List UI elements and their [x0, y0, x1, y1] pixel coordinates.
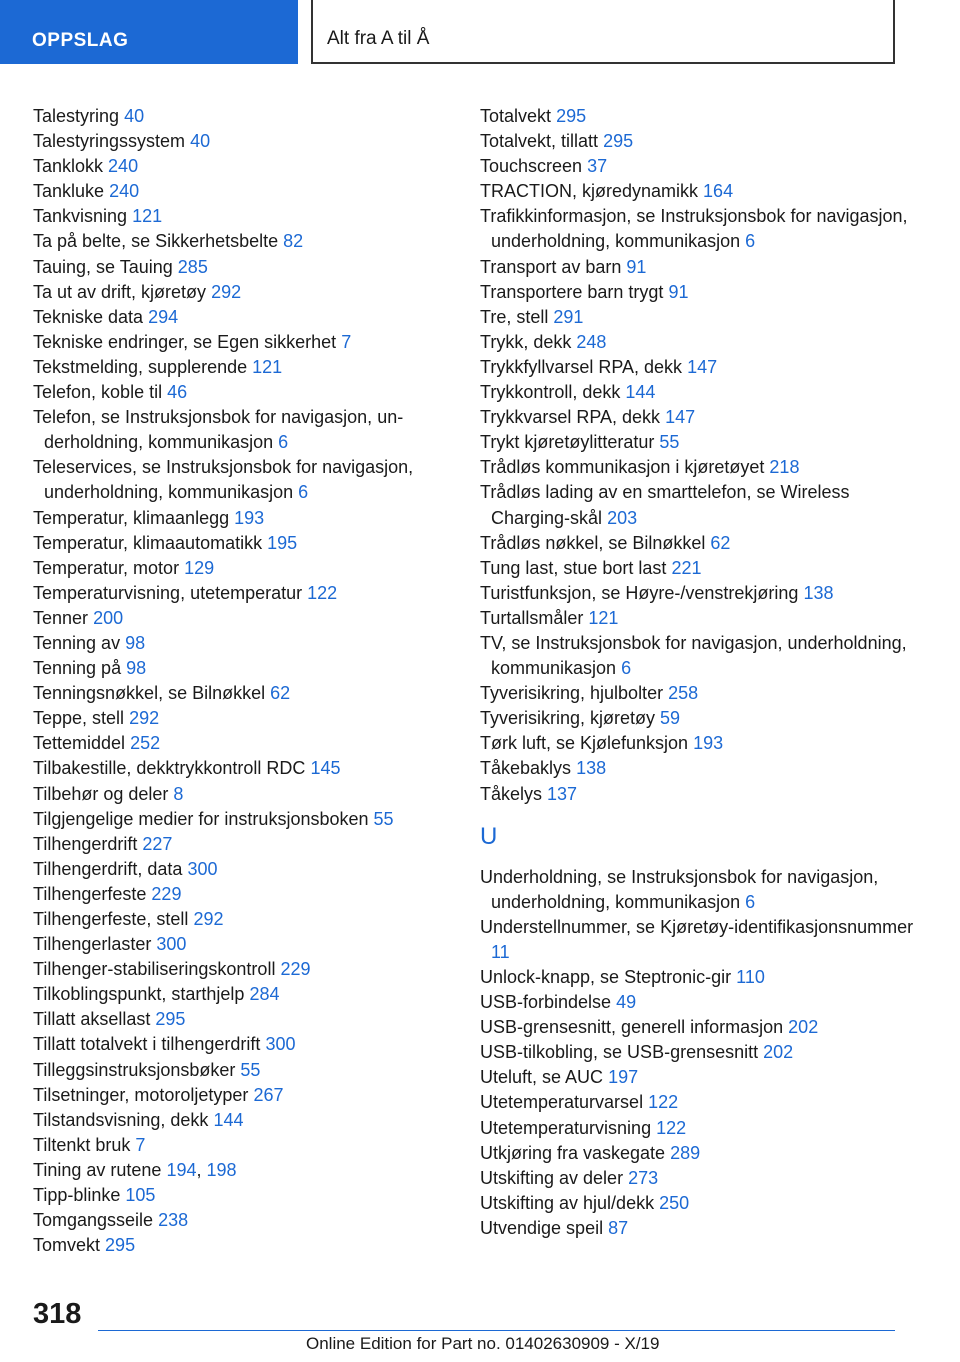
index-entry [33, 129, 443, 154]
index-entry-text: Trykt kjøretøylitteratur [480, 432, 655, 453]
page-reference-link[interactable]: 40 [190, 131, 211, 152]
page-reference-link[interactable]: 198 [206, 1159, 237, 1180]
index-entry [480, 556, 920, 581]
index-entry-text: Teleservices, se Instruksjonsbok for navigasjon, underholdning, kommunikasjon [33, 457, 414, 503]
page-reference-link[interactable]: 250 [659, 1192, 690, 1213]
index-entry-text: Tekniske endringer, se Egen sikkerhet [33, 331, 337, 352]
index-entry-text: Utkjøring fra vaskegate [480, 1142, 666, 1163]
index-entry-text: TRACTION, kjøredynamikk [480, 181, 699, 202]
page-reference-link[interactable]: 40 [124, 106, 145, 126]
index-entry-text: Tilleggsinstruksjonsbøker [33, 1059, 236, 1080]
index-entry-text: Totalvekt, tillatt [480, 131, 599, 152]
index-entry [33, 1233, 443, 1258]
page-reference-link[interactable]: 294 [148, 306, 179, 327]
index-entry-text: Turtallsmåler [480, 607, 584, 628]
page-reference-link[interactable]: 238 [158, 1210, 189, 1231]
index-entry-text: Tilhenger-stabiliseringskontroll [33, 959, 276, 980]
index-entry-text: Utetemperaturvisning [480, 1117, 652, 1138]
page-reference-link[interactable]: 289 [670, 1142, 701, 1163]
page-reference-link[interactable]: 229 [280, 959, 311, 980]
index-entry-text: Temperatur, klimaanlegg [33, 507, 230, 528]
index-entry-text: Tenner [33, 607, 89, 628]
index-entry-text: Teppe, stell [33, 708, 125, 729]
page-reference-link[interactable]: 6 [745, 231, 756, 252]
index-entry [480, 280, 920, 305]
index-entry [33, 154, 443, 179]
page-reference-link[interactable]: 300 [265, 1034, 296, 1055]
index-entry-text: Trådløs lading av en smarttelefon, se Wireless Charging-skål [480, 482, 850, 528]
index-entry-text: Trykkfyllvarsel RPA, dekk [480, 356, 683, 377]
index-entry-text: Transportere barn trygt [480, 281, 664, 302]
index-entry [480, 756, 920, 781]
index-entry-text: Unlock-knapp, se Steptronic-gir [480, 967, 732, 987]
index-entry [33, 832, 443, 857]
page-reference-link[interactable]: 295 [556, 106, 587, 126]
index-entry-text: Tining av rutene [33, 1159, 162, 1180]
page-reference-link[interactable]: 300 [156, 934, 187, 955]
index-entry-text: Tauing, se Tauing [33, 256, 173, 277]
page-reference-link[interactable]: 87 [608, 1217, 629, 1238]
index-entry-text: Ta ut av drift, kjøretøy [33, 281, 207, 302]
index-entry [33, 782, 443, 807]
index-entry-text: Tenning på [33, 658, 122, 679]
page-reference-link[interactable]: 292 [211, 281, 242, 302]
page-reference-link[interactable]: 240 [108, 156, 139, 177]
index-entry-text: Utskifting av deler [480, 1167, 624, 1188]
page-reference-link[interactable]: 6 [621, 658, 632, 679]
index-entry [480, 405, 920, 430]
page-reference-link[interactable]: 6 [745, 891, 756, 912]
index-entry [33, 556, 443, 581]
page-reference-link[interactable]: 273 [628, 1167, 659, 1188]
index-entry [33, 330, 443, 355]
index-entry-text: Tilgjengelige medier for instruksjonsboken [33, 808, 369, 829]
index-entry [480, 380, 920, 405]
index-entry-text: Tanklokk [33, 156, 104, 177]
page-reference-link[interactable]: 218 [769, 457, 800, 478]
index-entry-text: Touchscreen [480, 156, 583, 177]
index-entry-text: Tyverisikring, kjøretøy [480, 708, 656, 729]
index-entry-text: Tettemiddel [33, 733, 126, 754]
page-reference-link[interactable]: 6 [298, 482, 309, 503]
index-entry [33, 882, 443, 907]
index-entry-text: TV, se Instruksjonsbok for navigasjon, underholdning, kommunikasjon [480, 632, 907, 679]
page-reference-link[interactable]: 147 [665, 407, 696, 428]
index-entry [33, 1083, 443, 1108]
section-tab: OPPSLAG [0, 0, 298, 64]
index-entry [480, 990, 920, 1015]
page-reference-link[interactable]: 295 [603, 131, 634, 152]
index-entry [33, 907, 443, 932]
index-entry-text: Temperatur, klimaautomatikk [33, 532, 263, 553]
page-reference-link[interactable]: 252 [130, 733, 161, 754]
index-entry [33, 455, 443, 505]
page-reference-link[interactable]: 129 [184, 557, 215, 578]
index-entry-text: Trykkontroll, dekk [480, 382, 621, 403]
index-entry [33, 1032, 443, 1057]
page-reference-link[interactable]: 11 [491, 941, 510, 962]
index-entry [33, 355, 443, 380]
index-entry-text: Trådløs nøkkel, se Bilnøkkel [480, 532, 706, 553]
index-entry [33, 857, 443, 882]
index-entry [33, 982, 443, 1007]
page-reference-link[interactable]: 195 [267, 532, 298, 553]
index-entry [480, 1116, 920, 1141]
index-entry-text: Tyverisikring, hjulbolter [480, 683, 664, 704]
index-entry-text: Trafikkinformasjon, se Instruksjonsbok for navigasjon, underholdning, kommunikasjon [480, 206, 908, 252]
page-reference-link[interactable]: 202 [788, 1017, 819, 1038]
index-entry-text: Tenning av [33, 632, 121, 653]
index-entry [480, 255, 920, 280]
index-entry-text: Trykk, dekk [480, 331, 572, 352]
index-entry-text: Transport av barn [480, 256, 622, 277]
page-reference-link[interactable]: 227 [142, 833, 173, 854]
index-entry-text: Tankvisning [33, 206, 128, 227]
page-reference-link[interactable]: 295 [155, 1009, 186, 1030]
page-reference-link[interactable]: 82 [283, 231, 304, 252]
index-entry [480, 915, 920, 965]
page-reference-link[interactable]: 291 [553, 306, 584, 327]
index-entry-text: Utvendige speil [480, 1217, 604, 1238]
index-entry [33, 1183, 443, 1208]
index-entry [33, 380, 443, 405]
index-entry [480, 154, 920, 179]
index-entry [480, 1166, 920, 1191]
index-entry [480, 179, 920, 204]
page-reference-link[interactable]: 7 [341, 331, 352, 352]
page-reference-link[interactable]: 55 [240, 1059, 261, 1080]
index-entry [480, 1216, 920, 1241]
index-entry-text: Tillatt aksellast [33, 1009, 151, 1030]
index-group-u [480, 865, 920, 1241]
page-reference-link[interactable]: 98 [126, 658, 147, 679]
index-entry-text: Tilhengerfeste, stell [33, 909, 189, 929]
index-entry [480, 204, 920, 254]
index-entry-text: Tilsetninger, motoroljetyper [33, 1084, 249, 1105]
index-entry [33, 932, 443, 957]
index-entry [480, 1065, 920, 1090]
index-entry [480, 581, 920, 606]
index-entry [33, 1108, 443, 1133]
index-entry-text: Tåkebaklys [480, 758, 572, 779]
index-entry [33, 179, 443, 204]
index-entry [480, 1191, 920, 1216]
page-reference-link[interactable]: 46 [167, 382, 188, 403]
index-entry-text: Tilhengerlaster [33, 934, 152, 955]
page-reference-link[interactable]: 258 [668, 683, 699, 704]
page-reference-link[interactable]: 91 [668, 281, 689, 302]
index-entry-text: Tilbehør og deler [33, 783, 169, 804]
index-entry [33, 706, 443, 731]
index-entry-text: Telefon, se Instruksjonsbok for navigasjon, underholdning, kommunikasjon [33, 407, 404, 453]
page-reference-link[interactable]: 193 [234, 507, 265, 528]
index-entry [480, 865, 920, 915]
page-reference-link[interactable]: 8 [173, 783, 184, 804]
index-entry [33, 756, 443, 781]
index-entry-text: Tilstandsvisning, dekk [33, 1109, 209, 1130]
page-reference-link[interactable]: 203 [607, 507, 638, 528]
index-entry [480, 965, 920, 990]
index-entry-text: Turistfunksjon, se Høyre-/venstrekjøring [480, 582, 799, 603]
index-entry-text: Tipp-blinke [33, 1185, 121, 1206]
index-entry [33, 1007, 443, 1032]
section-letter-u: U [480, 822, 498, 850]
index-entry [480, 731, 920, 756]
index-column-right [480, 104, 920, 1241]
index-entry-text: Tilhengerfeste [33, 883, 147, 904]
footer-divider [98, 1330, 895, 1331]
index-entry [480, 782, 920, 807]
index-entry-text: Tilhengerdrift, data [33, 858, 183, 879]
page-reference-link[interactable]: 6 [278, 432, 289, 453]
index-entry [33, 581, 443, 606]
index-entry [480, 1015, 920, 1040]
page-reference-link[interactable]: 59 [660, 708, 681, 729]
page-reference-link[interactable]: 138 [576, 758, 607, 779]
page-reference-link[interactable]: 292 [129, 708, 160, 729]
index-entry [33, 204, 443, 229]
index-entry-text: Tomgangsseile [33, 1210, 154, 1231]
index-entry [33, 1133, 443, 1158]
index-entry-text: Totalvekt [480, 106, 552, 126]
index-entry [33, 631, 443, 656]
page-reference-link[interactable]: 98 [125, 632, 146, 653]
index-entry [33, 656, 443, 681]
page-reference-link[interactable]: 285 [177, 256, 208, 277]
index-entry [33, 681, 443, 706]
index-entry-text: Tankluke [33, 181, 105, 202]
page-reference-link[interactable]: 55 [373, 808, 394, 829]
index-entry [480, 706, 920, 731]
page-reference-link[interactable]: 91 [626, 256, 647, 277]
page-reference-link[interactable]: 122 [656, 1117, 687, 1138]
index-entry-text: Tørk luft, se Kjølefunksjon [480, 733, 689, 754]
index-entry-text: Utskifting av hjul/dekk [480, 1192, 655, 1213]
page-reference-link[interactable]: 121 [252, 356, 283, 377]
index-entry [33, 1058, 443, 1083]
index-entry [480, 330, 920, 355]
index-entry [480, 430, 920, 455]
index-entry [480, 480, 920, 530]
page-reference-link[interactable]: 62 [270, 683, 291, 704]
index-entry-text: Tilbakestille, dekktrykkontroll RDC [33, 758, 306, 779]
index-entry [33, 606, 443, 631]
index-entry [480, 129, 920, 154]
index-entry [480, 1141, 920, 1166]
page-reference-link[interactable]: 221 [671, 557, 702, 578]
page-reference-link[interactable]: 164 [703, 181, 734, 202]
index-entry [33, 531, 443, 556]
page-reference-link[interactable]: 200 [93, 607, 124, 628]
index-entry-text: Trådløs kommunikasjon i kjøretøyet [480, 457, 765, 478]
page-reference-link[interactable]: 145 [310, 758, 341, 779]
index-entry-text: USB-tilkobling, se USB-grensesnitt [480, 1042, 759, 1063]
index-entry: Tining av rutene 194, 198 [33, 1159, 237, 1180]
index-entry-text: Talestyring [33, 106, 120, 126]
index-entry [33, 957, 443, 982]
chapter-title-box [311, 0, 895, 64]
index-entry-text: Understellnummer, se Kjøretøy-identifikasjonsnummer [480, 916, 914, 937]
page-reference-link[interactable]: 240 [109, 181, 140, 202]
index-entry-text: Uteluft, se AUC [480, 1067, 604, 1088]
index-entry-text: Ta på belte, se Sikkerhetsbelte [33, 231, 279, 252]
index-entry-text: Tekstmelding, supplerende [33, 356, 248, 377]
page-reference-link[interactable]: 229 [151, 883, 182, 904]
edition-note: Online Edition for Part no. 01402630909 - X/19 [306, 1334, 660, 1353]
page-reference-link[interactable]: 197 [608, 1067, 639, 1088]
index-entry-text: Tilkoblingspunkt, starthjelp [33, 984, 245, 1005]
index-entry-text: Temperatur, motor [33, 557, 180, 578]
chapter-title: Alt fra A til Å [327, 28, 430, 49]
index-entry [33, 255, 443, 280]
page-number: 318 [33, 1298, 82, 1330]
index-entry [33, 229, 443, 254]
page-reference-link[interactable]: 62 [710, 532, 731, 553]
page-reference-link[interactable]: 122 [648, 1092, 679, 1113]
page-reference-link[interactable]: 37 [587, 156, 608, 177]
index-entry [33, 1208, 443, 1233]
index-entry [480, 681, 920, 706]
index-entry-text: Talestyringssystem [33, 131, 186, 152]
index-entry-text: Tåkelys [480, 783, 543, 804]
index-entry [33, 280, 443, 305]
index-entry [480, 631, 920, 681]
page-reference-link[interactable]: 110 [736, 967, 765, 987]
index-entry-text: USB-forbindelse [480, 992, 612, 1013]
index-entry-text: Tre, stell [480, 306, 549, 327]
index-entry-text: Tillatt totalvekt i tilhengerdrift [33, 1034, 261, 1055]
index-entry-text: Tenningsnøkkel, se Bilnøkkel [33, 683, 266, 704]
page-reference-link[interactable]: 138 [803, 582, 834, 603]
index-entry [480, 455, 920, 480]
page-reference-link[interactable]: 194 [166, 1159, 197, 1180]
page-reference-link[interactable]: 202 [763, 1042, 794, 1063]
page-reference-link[interactable]: 105 [125, 1185, 156, 1206]
index-entry [480, 104, 920, 129]
page-reference-link[interactable]: 267 [253, 1084, 284, 1105]
page-reference-link[interactable]: 55 [659, 432, 680, 453]
index-entry-text: Underholdning, se Instruksjonsbok for navigasjon, underholdning, kommunikasjon [480, 866, 879, 912]
index-entry [480, 1090, 920, 1115]
index-entry-text: USB-grensesnitt, generell informasjon [480, 1017, 784, 1038]
index-entry-text: Tomvekt [33, 1235, 101, 1256]
index-entry [33, 305, 443, 330]
page-reference-link[interactable]: 295 [105, 1235, 136, 1256]
page-reference-link[interactable]: 7 [135, 1134, 146, 1155]
page-reference-link[interactable]: 284 [249, 984, 280, 1005]
index-entry-text: Tung last, stue bort last [480, 557, 667, 578]
page-reference-link[interactable]: 300 [187, 858, 218, 879]
page-reference-link[interactable]: 147 [687, 356, 718, 377]
page-reference-link[interactable]: 144 [213, 1109, 244, 1130]
page-reference-link[interactable]: 248 [576, 331, 607, 352]
index-entry [33, 807, 443, 832]
index-entry [480, 305, 920, 330]
page-reference-link[interactable]: 292 [193, 909, 224, 929]
index-column-left [33, 104, 443, 1258]
index-entry-text: Tilhengerdrift [33, 833, 138, 854]
index-entry-text: Telefon, koble til [33, 382, 163, 403]
index-entry-text: Utetemperaturvarsel [480, 1092, 644, 1113]
page-reference-link[interactable]: 49 [616, 992, 637, 1013]
page-reference-link[interactable]: 144 [625, 382, 656, 403]
page-reference-link[interactable]: 121 [588, 607, 619, 628]
index-entry-text: Tekniske data [33, 306, 144, 327]
page-reference-link[interactable]: 137 [547, 783, 578, 804]
index-entry [33, 506, 443, 531]
index-entry [480, 606, 920, 631]
index-entry [480, 1040, 920, 1065]
index-entry-text: Temperaturvisning, utetemperatur [33, 582, 303, 603]
index-entry [33, 731, 443, 756]
index-entry-text: Trykkvarsel RPA, dekk [480, 407, 661, 428]
index-entry [480, 531, 920, 556]
index-group-t [480, 104, 920, 807]
index-entry [33, 405, 443, 455]
page-reference-link[interactable]: 193 [693, 733, 724, 754]
page-reference-link[interactable]: 122 [307, 582, 338, 603]
page-reference-link[interactable]: 121 [132, 206, 163, 227]
index-entry [480, 355, 920, 380]
index-entry [33, 104, 443, 129]
index-entry-text: Tiltenkt bruk [33, 1134, 131, 1155]
